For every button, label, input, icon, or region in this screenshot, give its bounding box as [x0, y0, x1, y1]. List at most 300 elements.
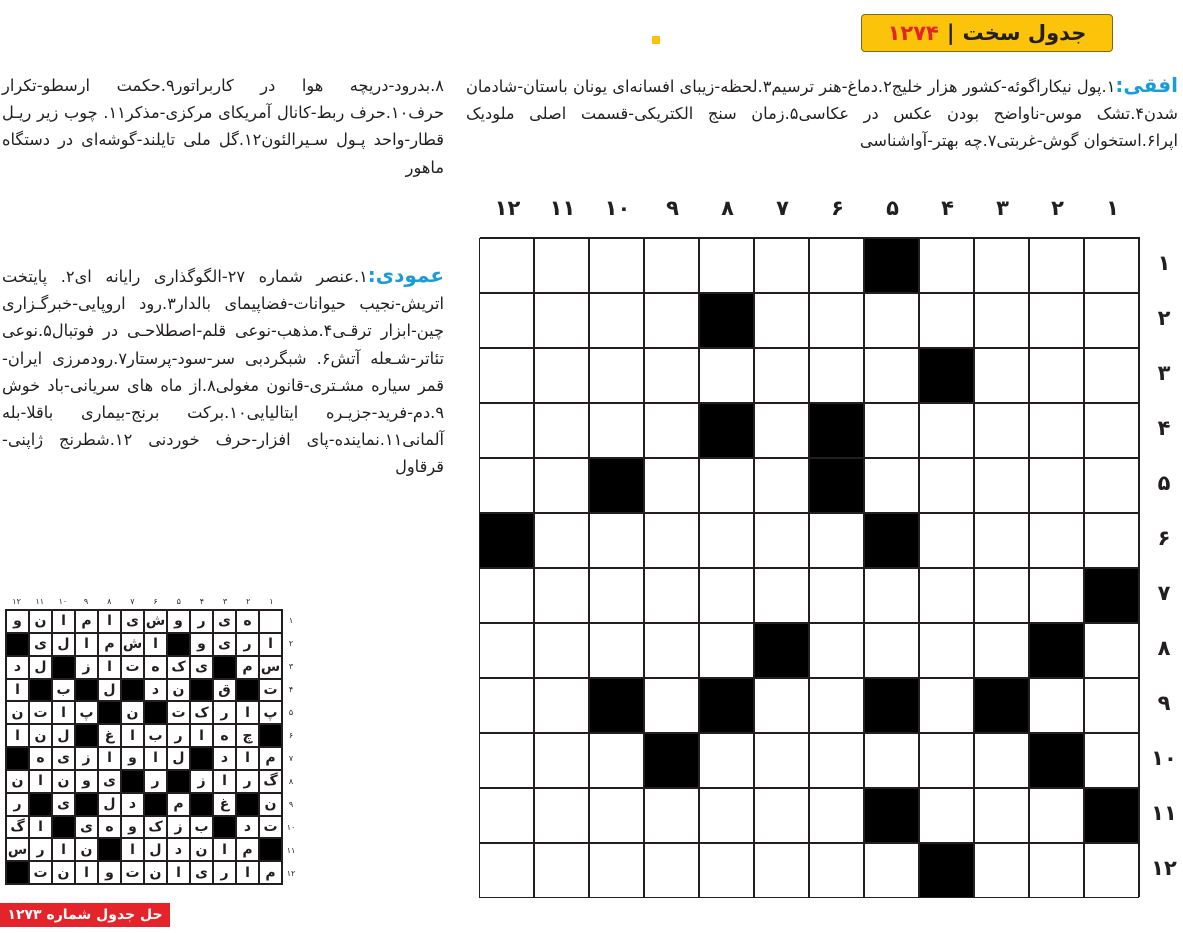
solution-cell: ه — [213, 724, 236, 747]
grid-cell[interactable] — [974, 403, 1029, 458]
grid-cell[interactable] — [699, 513, 754, 568]
solution-cell: ن — [6, 701, 29, 724]
grid-cell[interactable] — [919, 293, 974, 348]
solution-cell: ر — [167, 724, 190, 747]
grid-cell[interactable] — [479, 623, 534, 678]
grid-cell[interactable] — [864, 733, 919, 788]
solution-black-cell — [75, 679, 98, 702]
solution-cell: ل — [167, 747, 190, 770]
grid-cell[interactable] — [809, 568, 864, 623]
column-number: ۱۱ — [549, 196, 576, 220]
solution-cell: ق — [213, 679, 236, 702]
grid-cell[interactable] — [534, 348, 589, 403]
grid-cell[interactable] — [1084, 678, 1139, 733]
grid-cell[interactable] — [754, 238, 809, 293]
puzzle-number: ۱۲۷۴ — [887, 21, 939, 45]
grid-cell[interactable] — [534, 788, 589, 843]
grid-cell[interactable] — [809, 843, 864, 898]
grid-cell[interactable] — [479, 238, 534, 293]
grid-cell[interactable] — [534, 568, 589, 623]
solution-column-number: ۸ — [107, 597, 112, 606]
solution-cell: ز — [75, 656, 98, 679]
solution-cell: ل — [52, 724, 75, 747]
solution-cell: ب — [52, 679, 75, 702]
solution-column-number: ۶ — [153, 597, 158, 606]
row-numbers — [1145, 237, 1183, 897]
solution-cell: ز — [190, 770, 213, 793]
row-number: ۲ — [1157, 306, 1171, 330]
solution-cell: ا — [75, 861, 98, 884]
black-cell — [699, 678, 754, 733]
grid-cell[interactable] — [754, 403, 809, 458]
solution-cell: ن — [6, 770, 29, 793]
grid-cell[interactable] — [974, 348, 1029, 403]
grid-cell[interactable] — [974, 458, 1029, 513]
solution-black-cell — [167, 633, 190, 656]
grid-cell[interactable] — [864, 458, 919, 513]
grid-cell[interactable] — [864, 403, 919, 458]
solution-cell: ی — [213, 610, 236, 633]
grid-cell[interactable] — [1029, 238, 1084, 293]
black-cell — [1029, 623, 1084, 678]
column-number: ۱۰ — [604, 196, 631, 220]
grid-cell[interactable] — [809, 678, 864, 733]
solution-black-cell — [259, 724, 282, 747]
solution-column-number: ۹ — [83, 597, 89, 606]
grid-cell[interactable] — [1084, 403, 1139, 458]
column-number: ۱ — [1106, 196, 1119, 220]
column-number: ۱۲ — [494, 196, 521, 220]
solution-cell: م — [236, 838, 259, 861]
solution-cell: ر — [29, 838, 52, 861]
solution-cell: ن — [52, 770, 75, 793]
grid-cell[interactable] — [479, 293, 534, 348]
black-cell — [1084, 788, 1139, 843]
grid-cell[interactable] — [534, 843, 589, 898]
grid-cell[interactable] — [699, 788, 754, 843]
solution-row-number: ۲ — [288, 639, 294, 648]
solution-cell: ا — [144, 747, 167, 770]
across-clues-continued: ۸.بدرود-دریچه هوا در کاربراتور۹.حکمت ارسطو-تکرار حرف۱۰.حرف ربط-کانال آمریکای مرکزی-مذکر۱۱. چوب زیر ریـل قطار-واحد پـول سـیرالئون۱۲.گل ملی تایلند-گوشه‌ای در دستگاه ماهور — [2, 76, 444, 177]
solution-cell: س — [6, 838, 29, 861]
grid-cell[interactable] — [754, 843, 809, 898]
solution-cell: ک — [167, 656, 190, 679]
solution-cell: ل — [98, 793, 121, 816]
solution-cell: پ — [259, 701, 282, 724]
grid-cell[interactable] — [919, 458, 974, 513]
solution-cell: ن — [52, 861, 75, 884]
crossword-grid[interactable] — [480, 237, 1140, 897]
solution-column-number: ۱۱ — [35, 597, 45, 606]
grid-cell[interactable] — [754, 348, 809, 403]
row-number: ۶ — [1157, 526, 1171, 550]
previous-solution — [5, 597, 296, 895]
solution-cell: ر — [213, 861, 236, 884]
grid-cell[interactable] — [699, 568, 754, 623]
grid-cell[interactable] — [809, 293, 864, 348]
grid-cell[interactable] — [1029, 458, 1084, 513]
grid-cell[interactable] — [1029, 678, 1084, 733]
solution-cell: ک — [144, 816, 167, 839]
grid-cell[interactable] — [534, 733, 589, 788]
solution-grid — [5, 609, 283, 885]
grid-cell[interactable] — [754, 458, 809, 513]
grid-cell[interactable] — [1029, 293, 1084, 348]
solution-cell: ر — [6, 793, 29, 816]
grid-cell[interactable] — [534, 623, 589, 678]
solution-cell: ن — [259, 793, 282, 816]
grid-cell[interactable] — [479, 788, 534, 843]
solution-black-cell — [121, 770, 144, 793]
solution-cell: ل — [52, 633, 75, 656]
solution-column-number: ۵ — [176, 597, 181, 606]
grid-cell[interactable] — [1029, 403, 1084, 458]
solution-row-number: ۹ — [288, 800, 294, 809]
grid-cell[interactable] — [809, 788, 864, 843]
solution-cell: ش — [144, 610, 167, 633]
grid-cell[interactable] — [919, 623, 974, 678]
black-cell — [864, 788, 919, 843]
solution-cell: ی — [121, 610, 144, 633]
solution-black-cell — [6, 861, 29, 884]
grid-cell[interactable] — [699, 458, 754, 513]
solution-cell: و — [121, 747, 144, 770]
solution-cell: س — [259, 656, 282, 679]
solution-cell: ب — [190, 816, 213, 839]
grid-cell[interactable] — [644, 623, 699, 678]
solution-cell: ن — [144, 861, 167, 884]
solution-cell: د — [6, 656, 29, 679]
solution-cell: م — [259, 861, 282, 884]
solution-cell: ا — [259, 633, 282, 656]
grid-cell[interactable] — [589, 293, 644, 348]
black-cell — [699, 293, 754, 348]
solution-black-cell — [236, 793, 259, 816]
grid-cell[interactable] — [1029, 348, 1084, 403]
solution-cell: ا — [6, 679, 29, 702]
grid-cell[interactable] — [589, 623, 644, 678]
across-clues — [466, 72, 1178, 155]
solution-cell: ی — [52, 793, 75, 816]
solution-column-number: ۳ — [222, 597, 228, 606]
solution-column-number: ۱۰ — [58, 597, 68, 606]
grid-cell[interactable] — [589, 733, 644, 788]
grid-cell[interactable] — [919, 403, 974, 458]
grid-cell[interactable] — [479, 348, 534, 403]
black-cell — [1029, 733, 1084, 788]
solution-cell: ا — [98, 747, 121, 770]
solution-cell: ر — [236, 770, 259, 793]
solution-cell: ر — [144, 770, 167, 793]
solution-cell: ا — [52, 610, 75, 633]
grid-cell[interactable] — [644, 238, 699, 293]
solution-cell: ر — [236, 633, 259, 656]
solution-cell: ه — [29, 747, 52, 770]
grid-cell[interactable] — [1029, 513, 1084, 568]
grid-cell[interactable] — [534, 458, 589, 513]
solution-cell: چ — [236, 724, 259, 747]
solution-cell: ت — [121, 656, 144, 679]
solution-cell: ت — [167, 701, 190, 724]
grid-cell[interactable] — [974, 843, 1029, 898]
solution-black-cell — [52, 816, 75, 839]
grid-cell[interactable] — [809, 733, 864, 788]
solution-row-number: ۵ — [288, 708, 294, 717]
solution-cell: ا — [236, 747, 259, 770]
solution-cell: ه — [144, 656, 167, 679]
grid-cell[interactable] — [479, 678, 534, 733]
grid-cell[interactable] — [644, 513, 699, 568]
solution-cell: و — [98, 861, 121, 884]
grid-cell[interactable] — [919, 678, 974, 733]
solution-black-cell — [236, 679, 259, 702]
solution-cell: ا — [236, 701, 259, 724]
solution-cell: ا — [190, 724, 213, 747]
grid-cell[interactable] — [699, 238, 754, 293]
solution-cell: ن — [29, 610, 52, 633]
solution-black-cell — [259, 838, 282, 861]
grid-cell[interactable] — [699, 843, 754, 898]
solution-cell: م — [259, 747, 282, 770]
solution-cell: ی — [190, 861, 213, 884]
solution-cell: ا — [52, 838, 75, 861]
grid-cell[interactable] — [534, 238, 589, 293]
grid-cell[interactable] — [864, 843, 919, 898]
grid-cell[interactable] — [809, 238, 864, 293]
solution-cell: ی — [213, 633, 236, 656]
grid-cell[interactable] — [974, 623, 1029, 678]
grid-cell[interactable] — [479, 568, 534, 623]
solution-cell: ا — [121, 724, 144, 747]
solution-cell: و — [6, 610, 29, 633]
grid-cell[interactable] — [479, 843, 534, 898]
solution-cell: ن — [121, 701, 144, 724]
solution-cell: ل — [144, 838, 167, 861]
grid-cell[interactable] — [699, 623, 754, 678]
solution-cell: و — [121, 816, 144, 839]
grid-cell[interactable] — [534, 403, 589, 458]
solution-cell — [259, 610, 282, 633]
row-number: ۴ — [1157, 416, 1171, 440]
grid-cell[interactable] — [589, 348, 644, 403]
grid-cell[interactable] — [754, 568, 809, 623]
grid-cell[interactable] — [644, 458, 699, 513]
solution-black-cell — [190, 679, 213, 702]
solution-row-number: ۱۱ — [286, 846, 296, 855]
solution-cell: ا — [98, 656, 121, 679]
grid-cell[interactable] — [1084, 348, 1139, 403]
grid-cell[interactable] — [919, 513, 974, 568]
column-number: ۴ — [941, 196, 954, 220]
solution-cell: پ — [75, 701, 98, 724]
solution-cell: ر — [190, 610, 213, 633]
row-number: ۵ — [1157, 471, 1171, 495]
grid-cell[interactable] — [1084, 513, 1139, 568]
solution-cell: ت — [121, 861, 144, 884]
solution-cell: ا — [236, 861, 259, 884]
solution-black-cell — [98, 701, 121, 724]
grid-cell[interactable] — [754, 293, 809, 348]
grid-cell[interactable] — [1084, 458, 1139, 513]
down-clues — [2, 262, 444, 481]
black-cell — [809, 403, 864, 458]
grid-cell[interactable] — [589, 513, 644, 568]
solution-row-number: ۱۰ — [286, 823, 296, 832]
solution-cell: ا — [29, 770, 52, 793]
black-cell — [754, 623, 809, 678]
grid-cell[interactable] — [644, 788, 699, 843]
grid-cell[interactable] — [589, 238, 644, 293]
grid-cell[interactable] — [809, 623, 864, 678]
solution-cell: ش — [121, 633, 144, 656]
solution-cell: م — [75, 610, 98, 633]
solution-cell: ن — [167, 679, 190, 702]
grid-cell[interactable] — [809, 348, 864, 403]
column-number: ۲ — [1051, 196, 1064, 220]
grid-cell[interactable] — [644, 293, 699, 348]
grid-cell[interactable] — [974, 788, 1029, 843]
grid-cell[interactable] — [479, 733, 534, 788]
grid-cell[interactable] — [1084, 293, 1139, 348]
solution-black-cell — [98, 838, 121, 861]
grid-cell[interactable] — [479, 458, 534, 513]
grid-cell[interactable] — [534, 678, 589, 733]
black-cell — [644, 733, 699, 788]
solution-cell: گ — [6, 816, 29, 839]
grid-cell[interactable] — [1084, 733, 1139, 788]
solution-black-cell — [213, 656, 236, 679]
column-number: ۷ — [776, 196, 789, 220]
grid-cell[interactable] — [864, 348, 919, 403]
grid-cell[interactable] — [754, 788, 809, 843]
grid-cell[interactable] — [589, 568, 644, 623]
row-number: ۳ — [1157, 361, 1171, 385]
grid-cell[interactable] — [699, 348, 754, 403]
solution-cell: ا — [29, 816, 52, 839]
grid-cell[interactable] — [534, 293, 589, 348]
solution-cell: ا — [121, 838, 144, 861]
solution-column-number: ۲ — [246, 597, 251, 606]
solution-black-cell — [121, 679, 144, 702]
row-number: ۷ — [1157, 581, 1171, 605]
solution-black-cell — [6, 633, 29, 656]
solution-black-cell — [75, 724, 98, 747]
solution-black-cell — [144, 701, 167, 724]
grid-cell[interactable] — [1029, 568, 1084, 623]
solution-cell: د — [213, 747, 236, 770]
grid-cell[interactable] — [919, 788, 974, 843]
row-number: ۱ — [1157, 251, 1171, 275]
grid-cell[interactable] — [589, 788, 644, 843]
grid-cell[interactable] — [644, 843, 699, 898]
grid-cell[interactable] — [864, 568, 919, 623]
solution-row-number: ۶ — [288, 731, 294, 740]
solution-black-cell — [75, 793, 98, 816]
solution-column-number: ۷ — [130, 597, 135, 606]
solution-black-cell — [190, 793, 213, 816]
grid-cell[interactable] — [644, 403, 699, 458]
solution-cell: ت — [29, 861, 52, 884]
grid-cell[interactable] — [1084, 238, 1139, 293]
black-cell — [589, 458, 644, 513]
grid-cell[interactable] — [644, 678, 699, 733]
solution-row-number: ۷ — [288, 754, 294, 763]
solution-column-number: ۱۲ — [12, 597, 21, 606]
grid-cell[interactable] — [974, 733, 1029, 788]
black-cell — [864, 238, 919, 293]
grid-cell[interactable] — [754, 513, 809, 568]
down-heading: عمودی: — [367, 263, 444, 287]
grid-cell[interactable] — [754, 678, 809, 733]
grid-cell[interactable] — [1029, 788, 1084, 843]
black-cell — [479, 513, 534, 568]
column-numbers — [480, 192, 1140, 230]
solution-cell: ک — [190, 701, 213, 724]
row-number: ۱۰ — [1151, 746, 1177, 770]
grid-cell[interactable] — [919, 733, 974, 788]
grid-cell[interactable] — [919, 568, 974, 623]
grid-cell[interactable] — [754, 733, 809, 788]
black-cell — [809, 458, 864, 513]
grid-cell[interactable] — [974, 238, 1029, 293]
row-number: ۸ — [1157, 636, 1171, 660]
solution-column-number: ۱ — [269, 597, 274, 606]
solution-row-number: ۳ — [288, 662, 294, 671]
grid-cell[interactable] — [1084, 623, 1139, 678]
row-number: ۱۱ — [1151, 801, 1177, 825]
grid-cell[interactable] — [974, 568, 1029, 623]
black-cell — [974, 678, 1029, 733]
solution-column-number: ۴ — [199, 597, 205, 606]
grid-cell[interactable] — [1029, 843, 1084, 898]
solution-cell: ه — [98, 816, 121, 839]
grid-cell[interactable] — [699, 733, 754, 788]
decorative-dot — [652, 36, 660, 44]
grid-cell[interactable] — [864, 293, 919, 348]
grid-cell[interactable] — [589, 843, 644, 898]
black-cell — [1084, 568, 1139, 623]
grid-cell[interactable] — [809, 513, 864, 568]
solution-cell: ه — [236, 610, 259, 633]
grid-cell[interactable] — [974, 513, 1029, 568]
solution-cell: ت — [29, 701, 52, 724]
puzzle-title-badge — [861, 14, 1113, 52]
solution-row-number: ۸ — [288, 777, 294, 786]
solution-black-cell — [144, 793, 167, 816]
grid-cell[interactable] — [1084, 843, 1139, 898]
grid-cell[interactable] — [644, 348, 699, 403]
solution-black-cell — [29, 679, 52, 702]
solution-cell: و — [75, 770, 98, 793]
black-cell — [919, 348, 974, 403]
black-cell — [864, 513, 919, 568]
solution-cell: ز — [167, 816, 190, 839]
black-cell — [919, 843, 974, 898]
solution-cell: ا — [98, 610, 121, 633]
grid-cell[interactable] — [919, 238, 974, 293]
title-separator: | — [946, 21, 955, 45]
grid-cell[interactable] — [534, 513, 589, 568]
puzzle-title: جدول سخت — [962, 21, 1087, 45]
solution-cell: د — [121, 793, 144, 816]
grid-cell[interactable] — [974, 293, 1029, 348]
grid-cell[interactable] — [589, 403, 644, 458]
grid-cell[interactable] — [864, 623, 919, 678]
column-number: ۹ — [666, 196, 679, 220]
grid-cell[interactable] — [644, 568, 699, 623]
solution-cell: غ — [98, 724, 121, 747]
grid-cell[interactable] — [479, 403, 534, 458]
